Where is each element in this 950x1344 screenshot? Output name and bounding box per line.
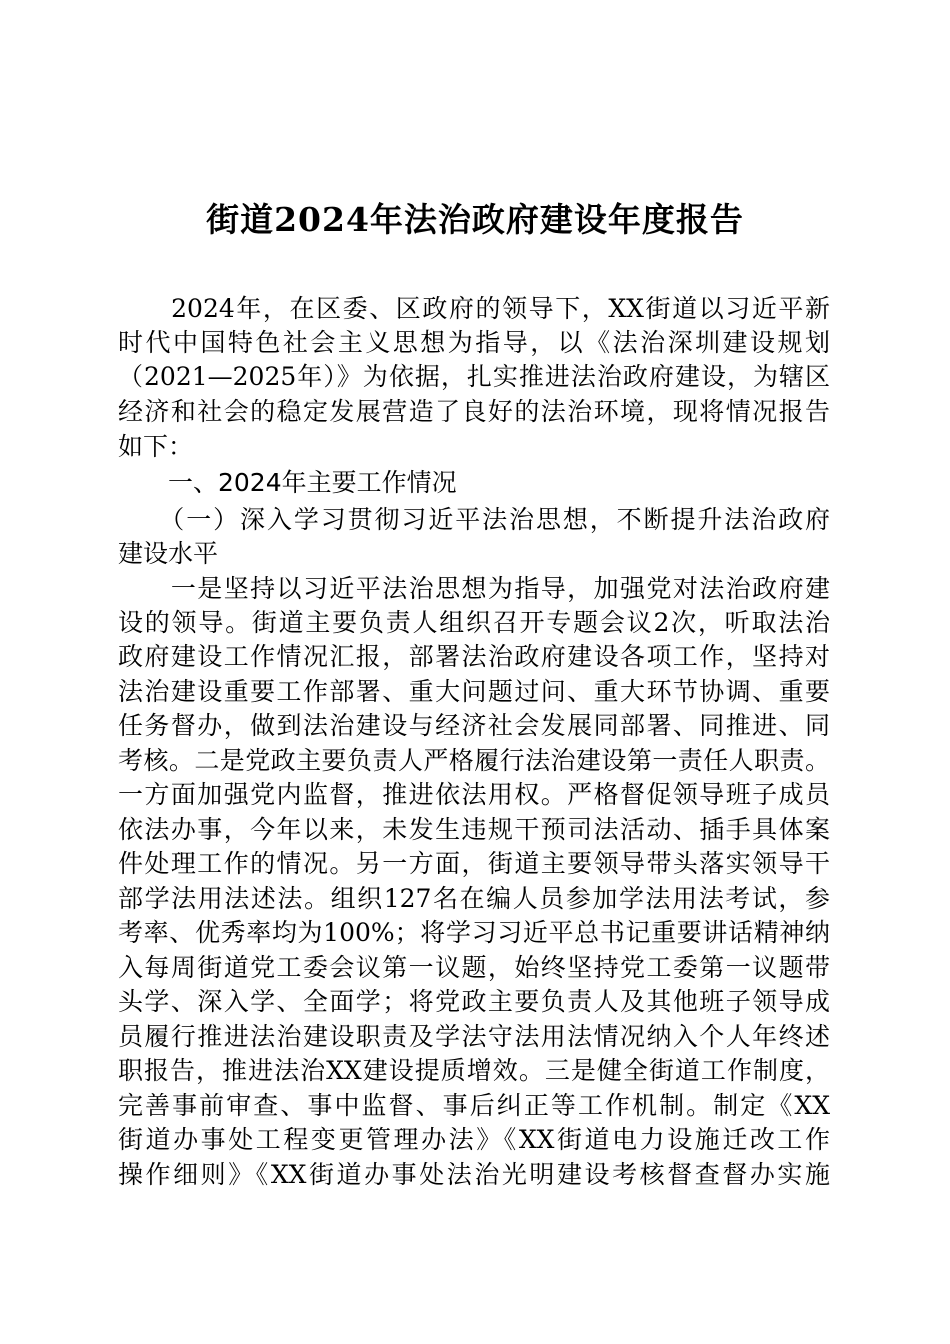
body-line: 一是坚持以习近平法治思想为指导，加强党对法治政府建 (118, 574, 830, 603)
body-line: 法治建设重要工作部署、重大问题过问、重大环节协调、重要 (118, 677, 830, 706)
body-line: 街道办事处工程变更管理办法》《XX街道电力设施迁改工作 (118, 1125, 830, 1154)
body-line: 入每周街道党工委会议第一议题，始终坚持党工委第一议题带 (118, 953, 830, 982)
body-line: 考核。二是党政主要负责人严格履行法治建设第一责任人职责。 (118, 746, 830, 775)
intro-line: （2021—2025年）》为依据，扎实推进法治政府建设，为辖区 (118, 362, 830, 391)
intro-line: 经济和社会的稳定发展营造了良好的法治环境，现将情况报告 (118, 397, 830, 426)
body-line: 件处理工作的情况。另一方面，街道主要领导带头落实领导干 (118, 849, 830, 878)
intro-line: 时代中国特色社会主义思想为指导，以《法治深圳建设规划 (118, 328, 830, 357)
body-line: 头学、深入学、全面学；将党政主要负责人及其他班子领导成 (118, 987, 830, 1016)
subsection-heading: （一）深入学习贯彻习近平法治思想，不断提升法治政府 (118, 505, 830, 534)
body-line: 政府建设工作情况汇报，部署法治政府建设各项工作，坚持对 (118, 642, 830, 671)
body-line: 设的领导。街道主要负责人组织召开专题会议2次，听取法治 (118, 608, 830, 637)
body-line: 职报告，推进法治XX建设提质增效。三是健全街道工作制度， (118, 1056, 830, 1085)
body-line: 操作细则》《XX街道办事处法治光明建设考核督查督办实施 (118, 1160, 830, 1189)
body-line: 完善事前审查、事中监督、事后纠正等工作机制。制定《XX (118, 1091, 830, 1120)
section-heading: 一、2024年主要工作情况 (118, 468, 457, 497)
body-line: 任务督办，做到法治建设与经济社会发展同部署、同推进、同 (118, 711, 830, 740)
body-line: 依法办事，今年以来，未发生违规干预司法活动、插手具体案 (118, 815, 830, 844)
body-line: 一方面加强党内监督，推进依法用权。严格督促领导班子成员 (118, 780, 830, 809)
body-line: 部学法用法述法。组织127名在编人员参加学法用法考试，参 (118, 884, 830, 913)
intro-line: 2024年，在区委、区政府的领导下，XX街道以习近平新 (118, 294, 830, 323)
body-line: 员履行推进法治建设职责及学法守法用法情况纳入个人年终述 (118, 1022, 830, 1051)
body-line: 考率、优秀率均为100%；将学习习近平总书记重要讲话精神纳 (118, 918, 830, 947)
intro-line: 如下： (118, 432, 194, 461)
subsection-heading: 建设水平 (118, 539, 219, 568)
document-title: 街道2024年法治政府建设年度报告 (206, 200, 744, 239)
